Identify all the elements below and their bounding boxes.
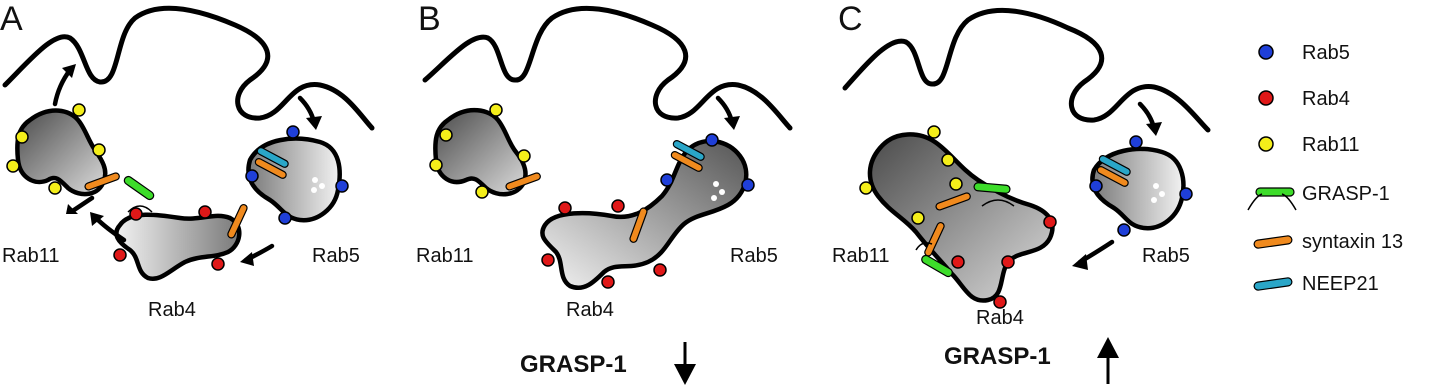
- increase-arrow-icon: [1097, 337, 1119, 384]
- label-rab5: Rab5: [312, 245, 360, 267]
- grasp1-level-label: GRASP-1: [520, 351, 627, 378]
- label-rab4: Rab4: [148, 299, 196, 321]
- legend-label: syntaxin 13: [1302, 231, 1404, 253]
- neep21-icon: [1254, 277, 1293, 290]
- fused-rab11-rab4-endosome: [870, 134, 1052, 300]
- plasma-membrane: [845, 10, 1208, 130]
- panel-letter: C: [838, 0, 863, 38]
- label-rab5: Rab5: [730, 245, 778, 267]
- yellow-dot-icon: [1259, 137, 1273, 151]
- decrease-arrow-icon: [674, 342, 696, 385]
- legend-label: NEEP21: [1302, 273, 1379, 295]
- grasp1-level-label: GRASP-1: [944, 343, 1051, 370]
- grasp1-icon: [1248, 188, 1296, 210]
- legend-label: Rab5: [1302, 42, 1350, 64]
- label-rab11: Rab11: [2, 245, 60, 267]
- panel-c: [832, 0, 1208, 384]
- legend-label: Rab11: [1302, 134, 1360, 156]
- legend-label: GRASP-1: [1302, 183, 1390, 205]
- label-rab5: Rab5: [1142, 245, 1190, 267]
- panel-a: [0, 0, 372, 321]
- syntaxin13-icon: [1254, 235, 1293, 248]
- legend: [1248, 42, 1403, 295]
- label-rab11: Rab11: [416, 245, 474, 267]
- red-dot-icon: [1259, 91, 1273, 105]
- panel-letter: B: [418, 0, 441, 38]
- blue-dot-icon: [1259, 45, 1273, 59]
- label-rab11: Rab11: [832, 245, 890, 267]
- grasp1-icon: [123, 175, 155, 201]
- label-rab4: Rab4: [566, 299, 614, 321]
- panel-b: [416, 0, 790, 385]
- panel-letter: A: [0, 0, 23, 38]
- label-rab4: Rab4: [976, 307, 1024, 329]
- trafficking-arrows: [718, 98, 740, 130]
- legend-label: Rab4: [1302, 88, 1350, 110]
